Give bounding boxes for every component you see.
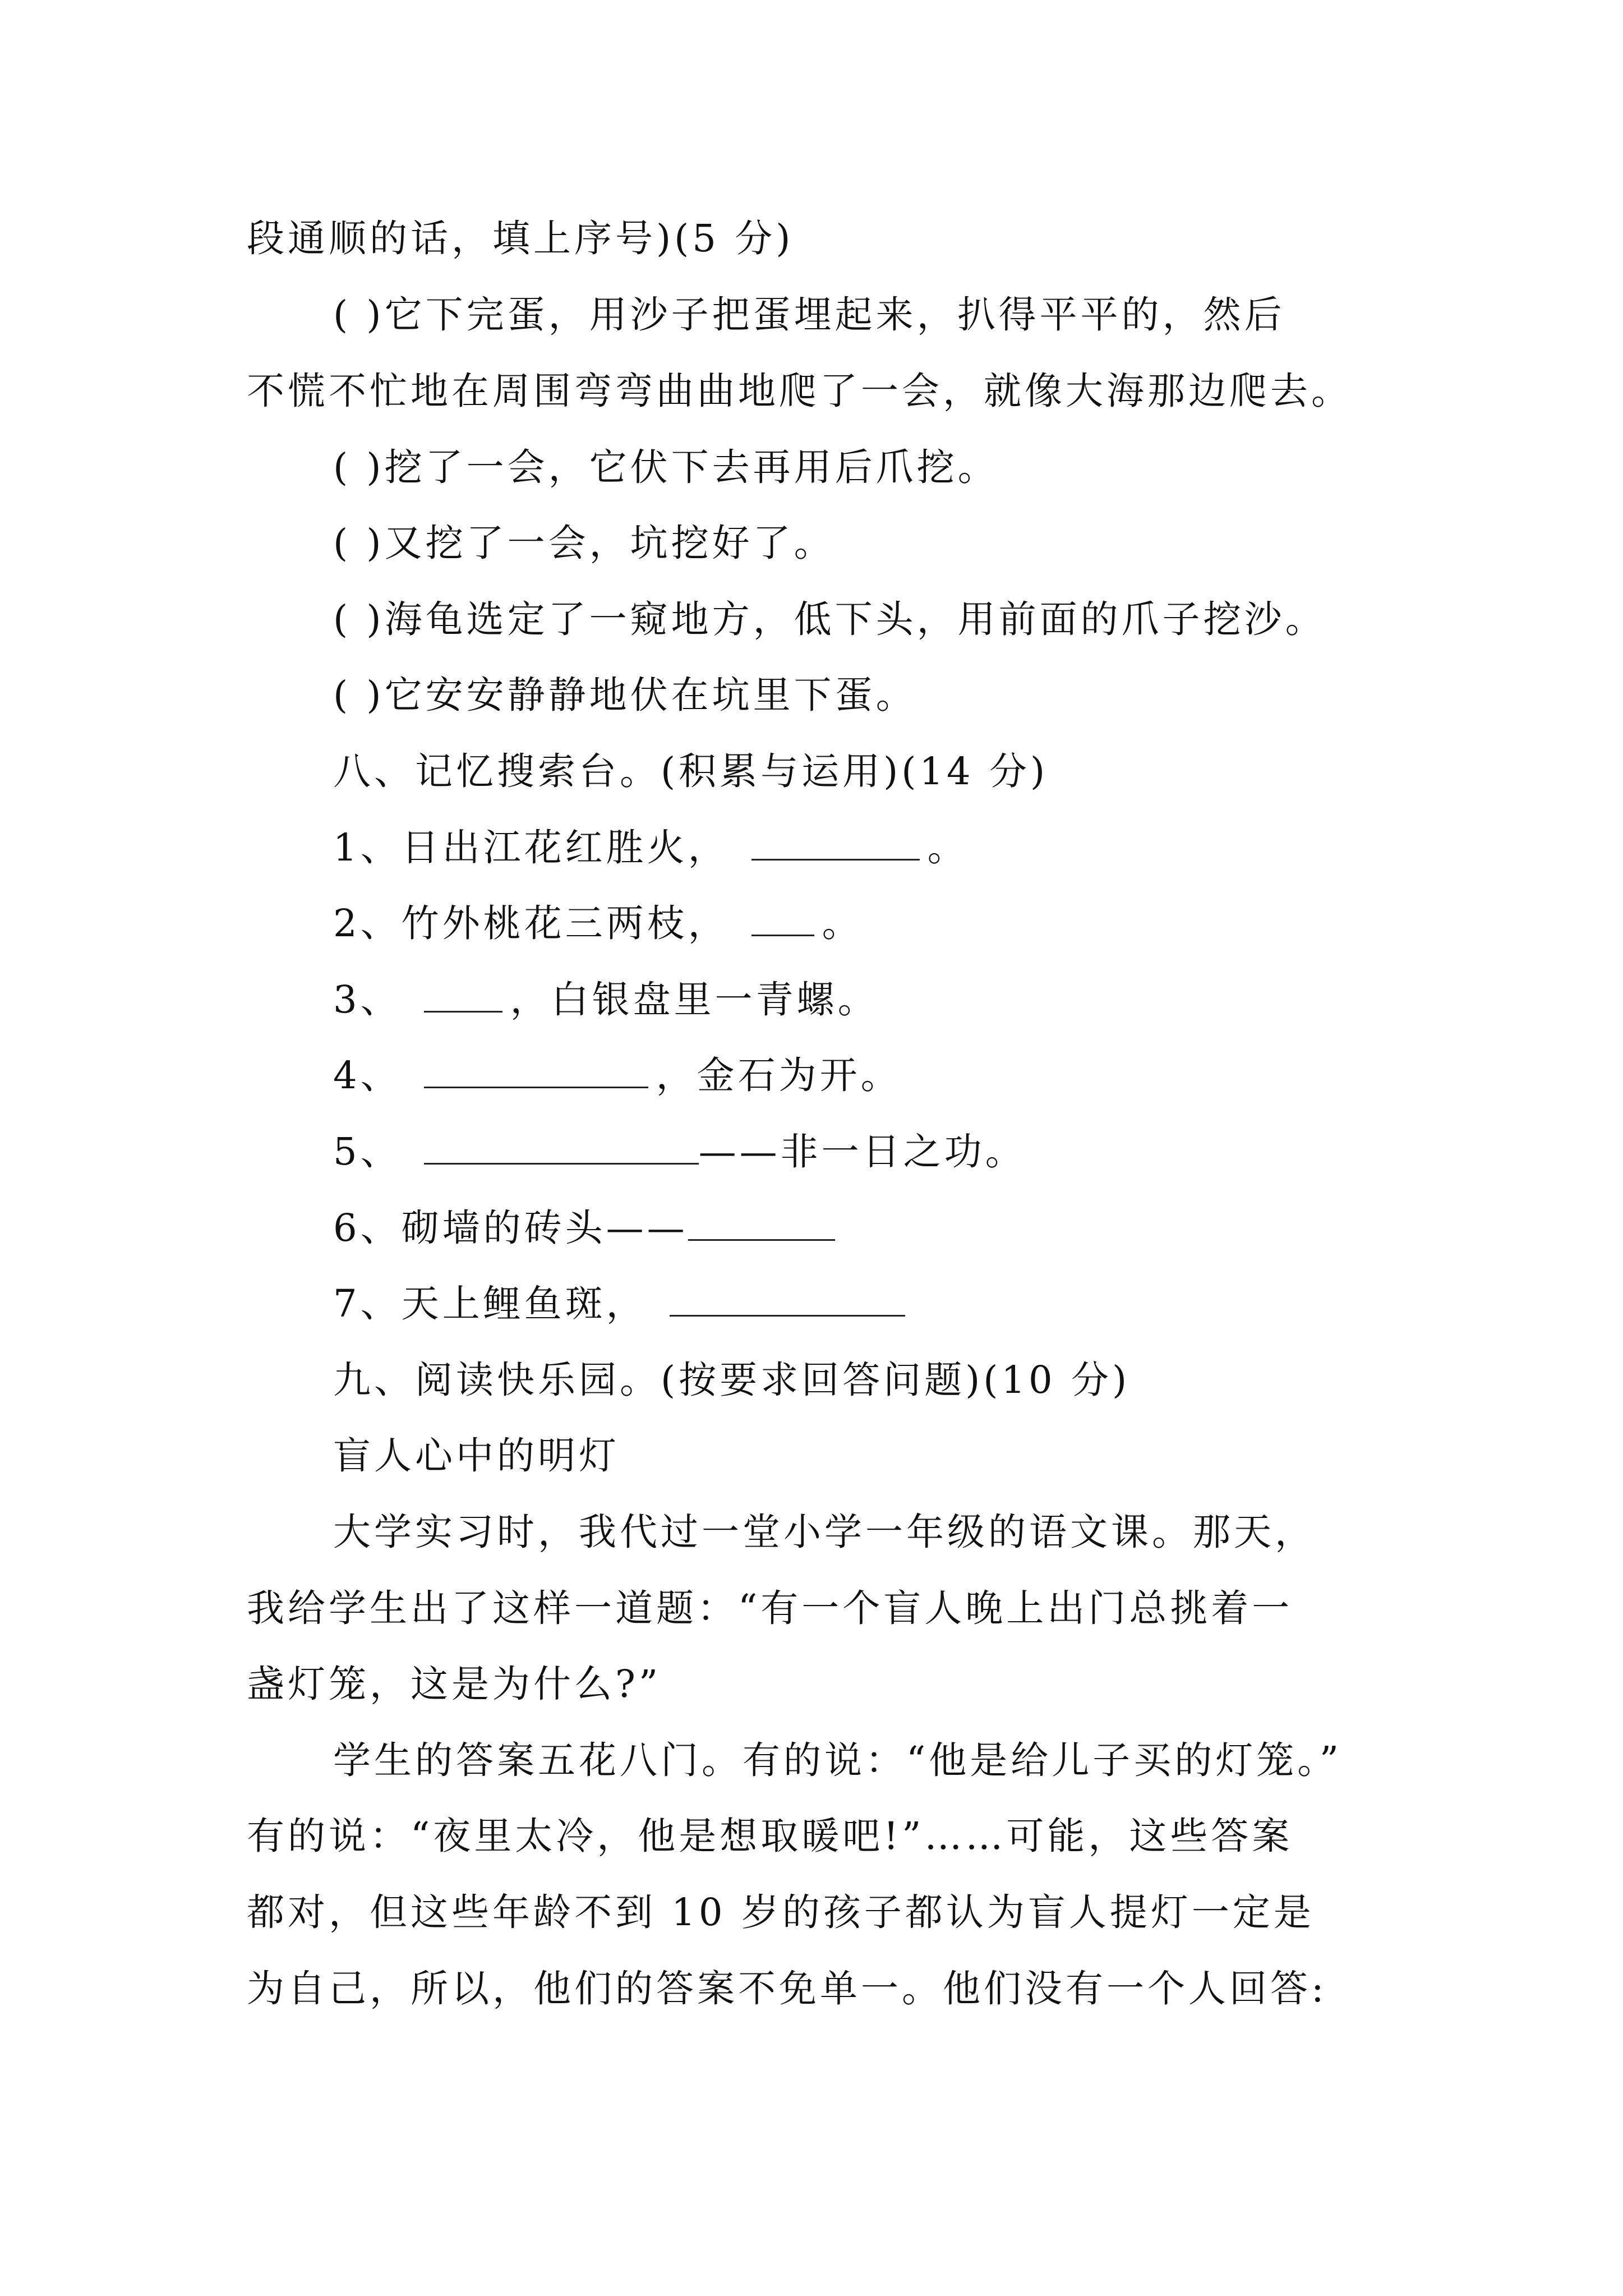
item-suffix: 。 xyxy=(822,901,863,945)
fill-blank-item xyxy=(333,1053,902,1097)
fill-blank-item xyxy=(333,1130,1026,1174)
item-prefix: 6、砌墙的砖头—— xyxy=(333,1206,688,1250)
paragraph-line: 都对，但这些年龄不到 10 岁的孩子都认为盲人提灯一定是 xyxy=(247,1890,1315,1934)
fill-blank-item xyxy=(333,1206,843,1250)
answer-blank[interactable] xyxy=(670,1286,905,1317)
fill-blank-item xyxy=(333,901,863,945)
section-heading: 八、记忆搜索台。(积累与运用)(14 分) xyxy=(333,749,1049,793)
item-prefix: 1、日出江花红胜火， xyxy=(333,826,729,869)
item-prefix: 7、天上鲤鱼斑， xyxy=(333,1282,647,1326)
item-prefix: 4、 xyxy=(333,1053,402,1097)
paragraph-line: 大学实习时，我代过一堂小学一年级的语文课。那天， xyxy=(333,1510,1316,1554)
paragraph-line: 我给学生出了这样一道题：“有一个盲人晚上出门总挑着一 xyxy=(247,1586,1293,1630)
answer-blank[interactable] xyxy=(751,830,920,861)
paragraph-line: 有的说：“夜里太冷，他是想取暖吧!”……可能，这些答案 xyxy=(247,1814,1293,1858)
paragraph-line: 学生的答案五花八门。有的说：“他是给儿子买的灯笼。” xyxy=(333,1738,1343,1782)
item-suffix: ，金石为开。 xyxy=(656,1053,902,1097)
item-prefix: 5、 xyxy=(333,1130,402,1174)
item-prefix: 3、 xyxy=(333,978,402,1022)
item-prefix: 2、竹外桃花三两枝， xyxy=(333,901,729,945)
fill-blank-item xyxy=(333,826,969,869)
text-line: 不慌不忙地在周围弯弯曲曲地爬了一会，就像大海那边爬去。 xyxy=(247,369,1352,413)
passage-title: 盲人心中的明灯 xyxy=(333,1434,620,1478)
answer-blank[interactable] xyxy=(688,1210,835,1241)
fill-blank-item xyxy=(333,1282,913,1326)
ordering-item: ( )它安安静静地伏在坑里下蛋。 xyxy=(333,673,917,717)
paragraph-line: 为自己，所以，他们的答案不免单一。他们没有一个人回答: xyxy=(247,1967,1327,2010)
item-suffix: 。 xyxy=(927,826,969,869)
answer-blank[interactable] xyxy=(424,1134,699,1165)
section-heading: 九、阅读快乐园。(按要求回答问题)(10 分) xyxy=(333,1358,1131,1402)
item-suffix: ，白银盘里一青螺。 xyxy=(510,978,879,1022)
ordering-item: ( )挖了一会，它伏下去再用后爪挖。 xyxy=(333,445,999,489)
ordering-item: ( )海龟选定了一窥地方，低下头，用前面的爪子挖沙。 xyxy=(333,597,1326,641)
answer-blank[interactable] xyxy=(424,1057,648,1088)
fill-blank-item xyxy=(333,978,879,1022)
answer-blank[interactable] xyxy=(751,905,814,936)
item-suffix: ——非一日之功。 xyxy=(698,1130,1026,1174)
paragraph-line: 盏灯笼，这是为什么?” xyxy=(247,1662,662,1706)
text-line: 段通顺的话，填上序号)(5 分) xyxy=(247,217,794,260)
ordering-item: ( )又挖了一会，坑挖好了。 xyxy=(333,521,835,565)
ordering-item: ( )它下完蛋，用沙子把蛋埋起来，扒得平平的，然后 xyxy=(333,293,1285,337)
answer-blank[interactable] xyxy=(424,982,502,1013)
